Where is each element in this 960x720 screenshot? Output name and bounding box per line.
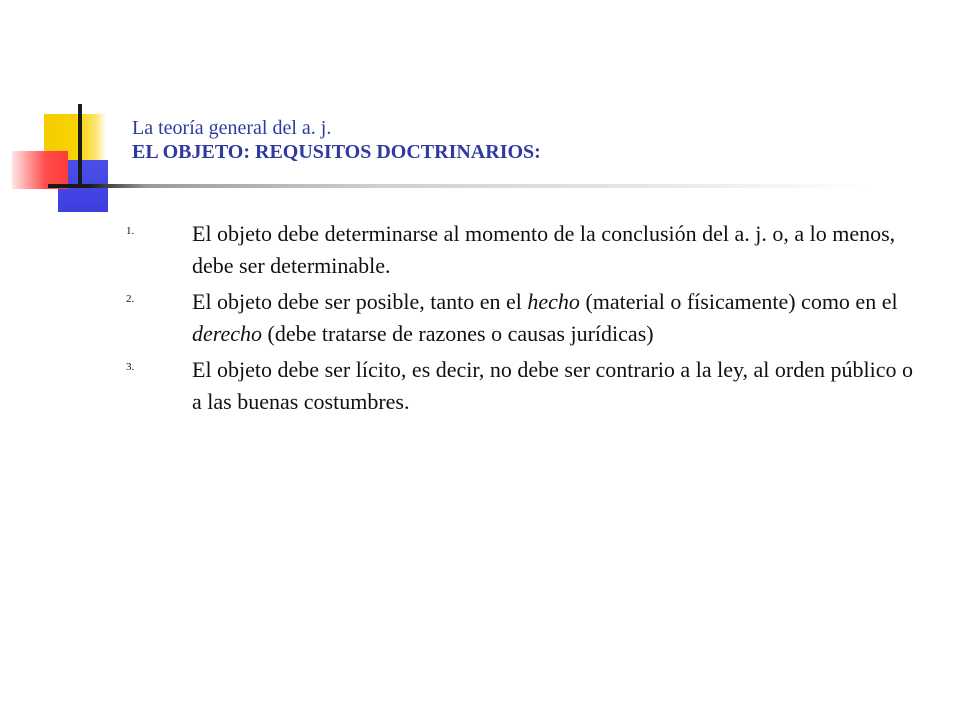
list-item-text: El objeto debe determinarse al momento de la conclusión del a. j. o, a lo menos, debe ser determinable. (192, 221, 896, 278)
list-item-number: 3. (126, 361, 135, 373)
list-item-number: 1. (126, 225, 135, 237)
list-item (126, 218, 916, 282)
list-item (126, 354, 916, 418)
list-item-text: El objeto debe ser lícito, es decir, no debe ser contrario a la ley, al orden público o a las buenas costumbres. (192, 357, 913, 414)
title-heading: EL OBJETO: REQUSITOS DOCTRINARIOS: (132, 141, 541, 163)
list-item-text: El objeto debe ser posible, tanto en el hecho (material o físicamente) como en el derecho (debe tratarse de razones o causas jurídicas) (192, 289, 898, 346)
list-item-number: 2. (126, 293, 135, 305)
decorative-squares-logo (0, 0, 140, 230)
requirements-list (126, 218, 916, 422)
emphasis-hecho: hecho (527, 289, 580, 314)
list-item (126, 286, 916, 350)
title-subtitle: La teoría general del a. j. (132, 117, 332, 139)
vertical-rule (78, 104, 82, 188)
slide-title (132, 116, 892, 164)
emphasis-derecho: derecho (192, 321, 263, 346)
title-underline-rule (48, 184, 868, 188)
